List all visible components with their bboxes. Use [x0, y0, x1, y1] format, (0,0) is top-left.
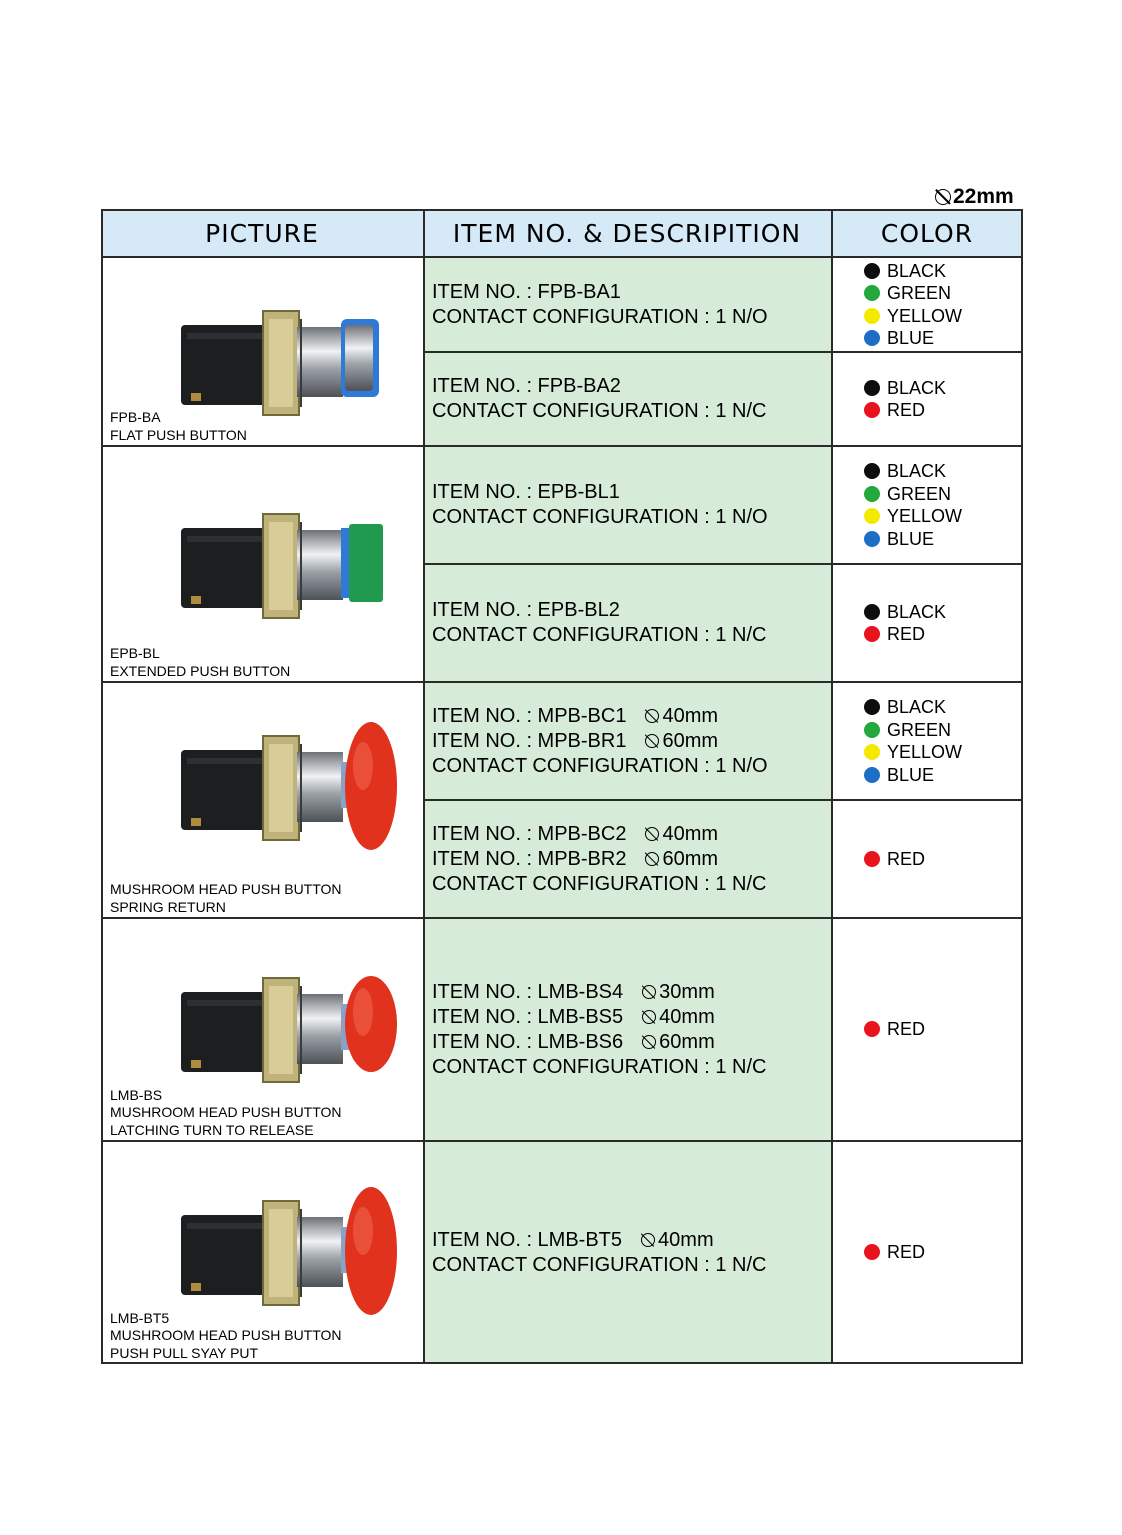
- item-description-line: [432, 374, 831, 399]
- color-label: BLUE: [887, 764, 935, 785]
- caption-line: SPRING RETURN: [110, 898, 226, 915]
- item-size: [644, 848, 718, 870]
- color-label: BLACK: [887, 377, 947, 398]
- color-option: [864, 601, 1023, 624]
- black-swatch-icon: [864, 380, 880, 396]
- yellow-swatch-icon: [864, 508, 880, 524]
- picture-cell: [101, 257, 423, 446]
- item-text: ITEM NO. : MPB-BC2: [432, 822, 627, 845]
- item-description-line: [432, 980, 831, 1005]
- item-description-cell: [423, 800, 831, 918]
- color-option: [864, 848, 1023, 871]
- item-size: [641, 981, 715, 1003]
- table-border: [101, 209, 103, 1364]
- item-description-line: [432, 847, 831, 872]
- diameter-icon: [644, 851, 660, 867]
- item-text: ITEM NO. : LMB-BS5: [432, 1005, 624, 1028]
- caption-line: FLAT PUSH BUTTON: [110, 426, 247, 443]
- item-description-line: [432, 623, 831, 648]
- table-border: [423, 351, 1023, 353]
- color-label: GREEN: [887, 483, 952, 504]
- item-description-cell: [423, 682, 831, 800]
- item-description-line: [432, 754, 831, 779]
- mushroom-spring-return-photo-icon: [151, 700, 401, 870]
- item-text: ITEM NO. : MPB-BC1: [432, 704, 627, 727]
- color-label: BLACK: [887, 601, 947, 622]
- item-text: ITEM NO. : LMB-BT5: [432, 1228, 623, 1251]
- color-label: YELLOW: [887, 305, 963, 326]
- color-option: [864, 377, 1023, 400]
- yellow-swatch-icon: [864, 744, 880, 760]
- color-option: [864, 719, 1023, 742]
- item-size: [644, 823, 718, 845]
- picture-caption: [110, 409, 247, 444]
- item-description-line: [432, 1228, 831, 1253]
- picture-caption: [110, 1310, 342, 1363]
- table-border: [423, 799, 1023, 801]
- red-swatch-icon: [864, 1021, 880, 1037]
- table-border: [101, 256, 1023, 258]
- item-size-value: 60mm: [662, 847, 719, 870]
- item-description-line: [432, 1055, 831, 1080]
- color-label: RED: [887, 624, 926, 644]
- blue-swatch-icon: [864, 330, 880, 346]
- item-size-value: 40mm: [659, 1005, 715, 1028]
- black-swatch-icon: [864, 463, 880, 479]
- green-swatch-icon: [864, 285, 880, 301]
- color-cell: [831, 682, 1023, 800]
- color-option: [864, 764, 1023, 787]
- item-text: ITEM NO. : EPB-BL2: [432, 599, 620, 621]
- item-description-cell: [423, 564, 831, 682]
- color-option: [864, 327, 1023, 350]
- item-text: CONTACT CONFIGURATION : 1 N/O: [432, 305, 768, 328]
- item-size: [644, 730, 718, 752]
- item-size-value: 60mm: [659, 1030, 715, 1053]
- caption-line: EPB-BL: [110, 645, 160, 661]
- color-option: [864, 696, 1023, 719]
- table-border: [423, 563, 1023, 565]
- item-description-line: [432, 729, 831, 754]
- picture-caption: [110, 645, 290, 680]
- color-label: RED: [887, 1242, 926, 1263]
- item-description-line: [432, 1253, 831, 1278]
- item-size-value: 60mm: [662, 729, 719, 752]
- color-cell: [831, 800, 1023, 918]
- item-text: CONTACT CONFIGURATION : 1 N/C: [432, 872, 767, 895]
- item-description-line: [432, 704, 831, 729]
- item-text: ITEM NO. : MPB-BR1: [432, 729, 627, 752]
- table-border: [101, 445, 1023, 447]
- color-label: YELLOW: [887, 506, 963, 526]
- item-description-line: [432, 399, 831, 424]
- item-description-cell: [423, 257, 831, 352]
- red-swatch-icon: [864, 402, 880, 418]
- picture-cell: [101, 918, 423, 1141]
- green-swatch-icon: [864, 486, 880, 502]
- yellow-swatch-icon: [864, 308, 880, 324]
- table-border: [831, 209, 833, 1364]
- color-cell: [831, 564, 1023, 682]
- blue-swatch-icon: [864, 531, 880, 547]
- item-text: ITEM NO. : LMB-BS6: [432, 1030, 624, 1053]
- color-option: [864, 460, 1023, 483]
- size-value: 22mm: [953, 185, 1014, 208]
- item-size-value: 30mm: [659, 980, 715, 1003]
- color-label: GREEN: [887, 719, 952, 740]
- item-description-cell: [423, 1141, 831, 1364]
- item-description-line: [432, 505, 831, 530]
- item-description-line: [432, 280, 831, 305]
- item-size-value: 40mm: [658, 1228, 714, 1251]
- color-label: BLUE: [887, 528, 935, 549]
- item-text: CONTACT CONFIGURATION : 1 N/C: [432, 1055, 767, 1078]
- table-border: [1021, 209, 1023, 1364]
- caption-line: FPB-BA: [110, 409, 161, 425]
- picture-cell: [101, 446, 423, 682]
- caption-line: MUSHROOM HEAD PUSH BUTTON: [110, 1327, 342, 1343]
- red-swatch-icon: [864, 851, 880, 867]
- item-description-line: [432, 480, 831, 505]
- extended-push-button-photo-icon: [151, 478, 401, 648]
- color-label: YELLOW: [887, 742, 963, 762]
- table-border: [101, 209, 1023, 211]
- item-size-value: 40mm: [662, 822, 719, 845]
- item-description-line: [432, 872, 831, 897]
- item-description-line: [432, 822, 831, 847]
- picture-caption: [110, 1087, 342, 1140]
- color-label: BLACK: [887, 260, 947, 281]
- item-text: ITEM NO. : MPB-BR2: [432, 847, 627, 870]
- table-border: [101, 1140, 1023, 1142]
- item-description-cell: [423, 918, 831, 1141]
- color-label: BLACK: [887, 461, 947, 481]
- picture-caption: [110, 881, 342, 916]
- caption-line: MUSHROOM HEAD PUSH BUTTON: [110, 881, 342, 897]
- color-option: [864, 1018, 1023, 1041]
- red-swatch-icon: [864, 626, 880, 642]
- color-option: [864, 399, 1023, 422]
- red-swatch-icon: [864, 1244, 880, 1260]
- table-border: [101, 917, 1023, 919]
- item-text: ITEM NO. : EPB-BL1: [432, 481, 620, 503]
- item-description-line: [432, 1005, 831, 1030]
- black-swatch-icon: [864, 699, 880, 715]
- color-option: [864, 741, 1023, 764]
- diameter-icon: [934, 188, 952, 206]
- color-option: [864, 1241, 1023, 1264]
- item-text: CONTACT CONFIGURATION : 1 N/C: [432, 400, 767, 422]
- green-swatch-icon: [864, 722, 880, 738]
- item-text: ITEM NO. : FPB-BA1: [432, 280, 621, 303]
- item-size-value: 40mm: [662, 704, 719, 727]
- item-size: [640, 1229, 714, 1251]
- header-picture: PICTURE: [101, 209, 423, 257]
- black-swatch-icon: [864, 604, 880, 620]
- caption-line: LATCHING TURN TO RELEASE: [110, 1121, 314, 1138]
- color-option: [864, 260, 1023, 283]
- caption-line: EXTENDED PUSH BUTTON: [110, 662, 291, 679]
- table-border: [101, 681, 1023, 683]
- color-option: [864, 305, 1023, 328]
- item-text: ITEM NO. : FPB-BA2: [432, 375, 621, 397]
- item-text: CONTACT CONFIGURATION : 1 N/O: [432, 754, 768, 777]
- color-cell: [831, 1141, 1023, 1364]
- color-label: RED: [887, 848, 926, 869]
- caption-line: PUSH PULL SYAY PUT: [110, 1344, 259, 1361]
- color-cell: [831, 446, 1023, 564]
- item-size: [641, 1031, 715, 1053]
- product-table: [101, 209, 1023, 1364]
- picture-cell: [101, 682, 423, 918]
- header-color: COLOR: [831, 209, 1023, 257]
- black-swatch-icon: [864, 263, 880, 279]
- caption-line: LMB-BS: [110, 1086, 163, 1103]
- diameter-icon: [641, 1034, 657, 1050]
- color-label: RED: [887, 1019, 926, 1040]
- item-description-line: [432, 598, 831, 623]
- header-item-description: ITEM NO. & DESCRIPITION: [423, 209, 831, 257]
- color-cell: [831, 257, 1023, 352]
- item-text: CONTACT CONFIGURATION : 1 N/O: [432, 506, 768, 528]
- picture-cell: [101, 1141, 423, 1364]
- item-text: ITEM NO. : LMB-BS4: [432, 980, 624, 1003]
- item-description-cell: [423, 446, 831, 564]
- blue-swatch-icon: [864, 767, 880, 783]
- diameter-icon: [644, 733, 660, 749]
- item-text: CONTACT CONFIGURATION : 1 N/C: [432, 624, 767, 646]
- diameter-icon: [641, 984, 657, 1000]
- color-option: [864, 483, 1023, 506]
- diameter-icon: [644, 708, 660, 724]
- color-cell: [831, 352, 1023, 446]
- table-border: [423, 209, 425, 1364]
- caption-line: MUSHROOM HEAD PUSH BUTTON: [110, 1104, 342, 1120]
- color-label: GREEN: [887, 283, 952, 303]
- color-label: BLUE: [887, 328, 935, 348]
- size-label: [934, 182, 1026, 212]
- color-label: BLACK: [887, 697, 947, 717]
- item-size: [644, 705, 718, 727]
- diameter-icon: [641, 1009, 657, 1025]
- item-size: [641, 1006, 715, 1028]
- color-label: RED: [887, 400, 926, 420]
- color-cell: [831, 918, 1023, 1141]
- item-description-line: [432, 1030, 831, 1055]
- color-option: [864, 505, 1023, 528]
- item-text: CONTACT CONFIGURATION : 1 N/C: [432, 1253, 767, 1276]
- table-border: [101, 1362, 1023, 1364]
- item-description-line: [432, 305, 831, 330]
- diameter-icon: [644, 826, 660, 842]
- caption-line: LMB-BT5: [110, 1309, 170, 1326]
- item-description-cell: [423, 352, 831, 446]
- color-option: [864, 623, 1023, 646]
- color-option: [864, 528, 1023, 551]
- diameter-icon: [640, 1232, 656, 1248]
- color-option: [864, 282, 1023, 305]
